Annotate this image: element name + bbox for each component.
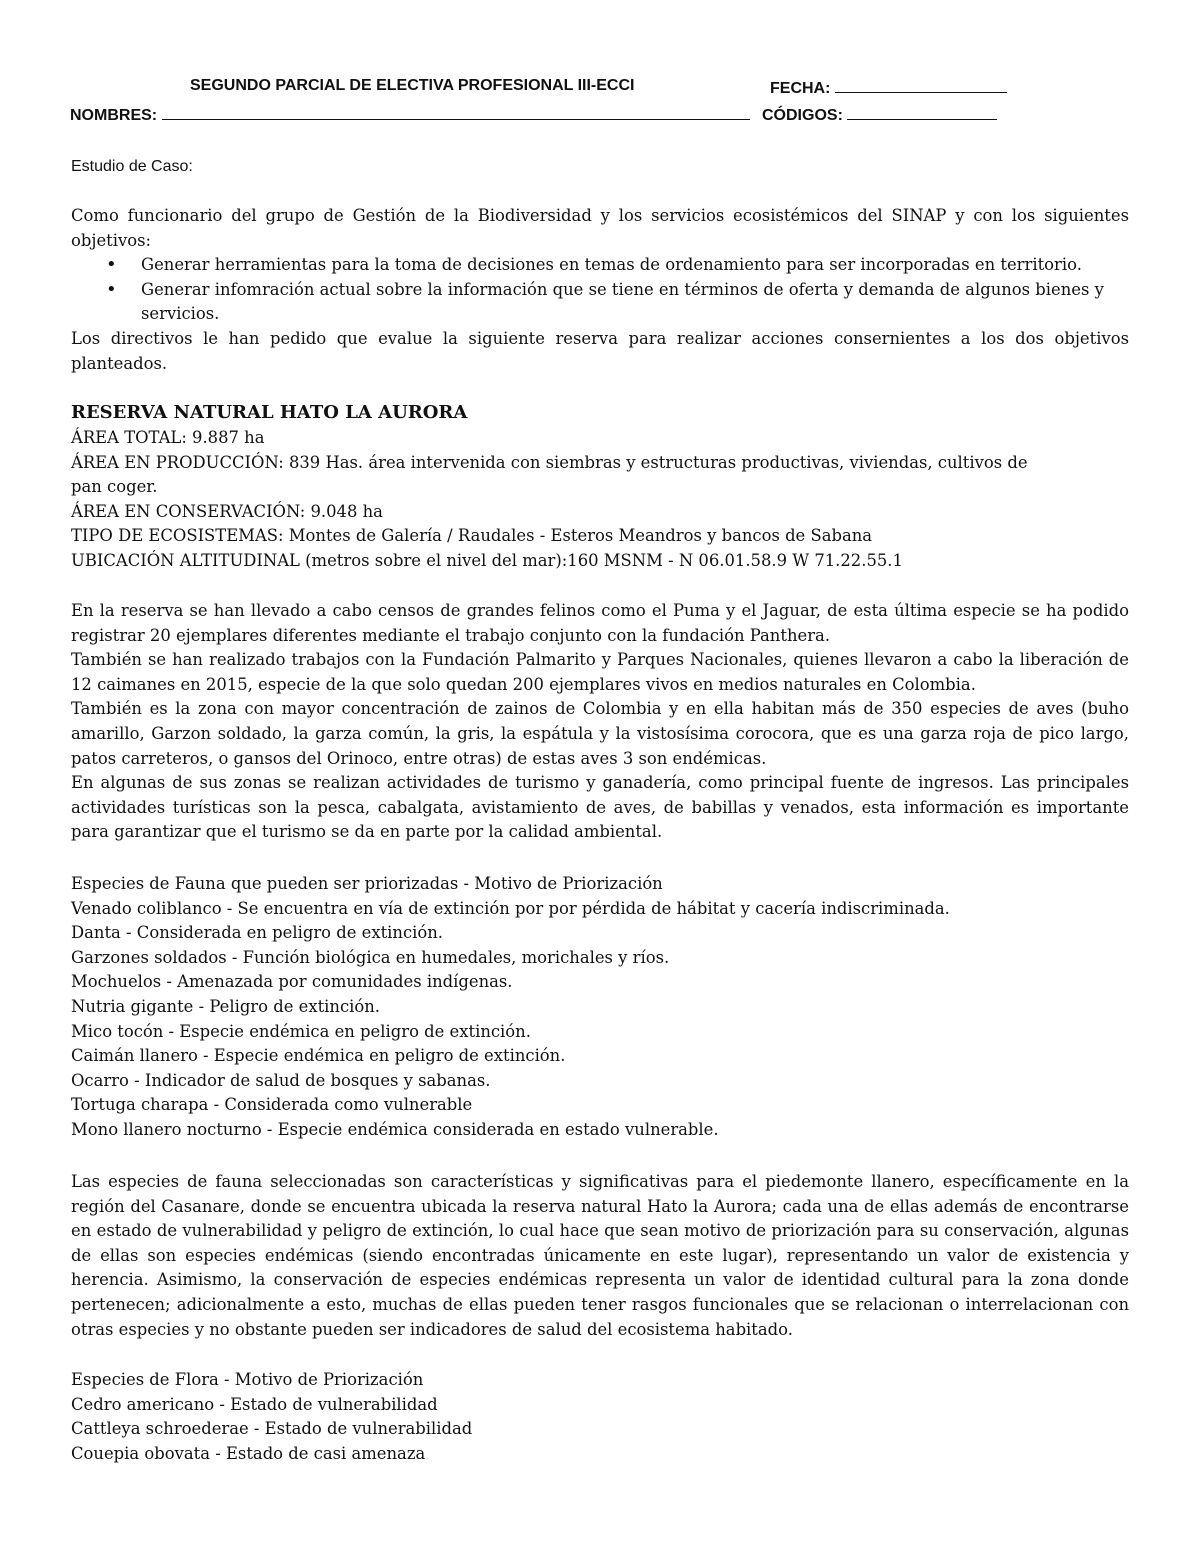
fauna-item: Nutria gigante - Peligro de extinción. — [71, 996, 381, 1016]
flora-item: Cattleya schroederae - Estado de vulnerabilidad — [71, 1419, 473, 1439]
flora-header: Especies de Flora - Motivo de Priorización — [71, 1370, 424, 1389]
fauna-item: Caimán llanero - Especie endémica en peligro de extinción. — [71, 1046, 566, 1066]
reserve-fact: pan coger. — [71, 477, 158, 497]
flora-list — [71, 1368, 1129, 1466]
objectives-list — [71, 253, 1129, 327]
names-blank — [162, 103, 750, 120]
reserve-fact: ÁREA EN PRODUCCIÓN: 839 Has. área intervenida con siembras y estructuras productivas, viviendas, cultivos de — [71, 452, 1028, 472]
fauna-list — [71, 872, 1129, 1143]
description-paragraph: También se han realizado trabajos con la Fundación Palmarito y Parques Nacionales, quienes llevaron a cabo la liberación de 12 caimanes en 2015, especie de la que solo quedan 200 ejemplares vivos en medios naturales en Colombia. — [71, 650, 1129, 694]
codes-field — [762, 103, 997, 126]
reserve-title: RESERVA NATURAL HATO LA AURORA — [71, 402, 468, 423]
description-paragraphs — [71, 599, 1129, 845]
bullet-icon: • — [106, 278, 117, 300]
date-blank — [835, 76, 1007, 93]
fauna-item: Danta - Considerada en peligro de extinción. — [71, 923, 444, 943]
reserve-fact: ÁREA EN CONSERVACIÓN: 9.048 ha — [71, 501, 383, 521]
description-paragraph: También es la zona con mayor concentración de zainos de Colombia y en ella habitan más de 350 especies de aves (buho amarillo, Garzon soldado, la garza común, la gris, la espátula y la vistosísima corocora, que es una garza roja de pico largo, patos carreteros, o gansos del Orinoco, entre otras) de estas aves 3 son endémicas. — [71, 699, 1129, 768]
date-field — [770, 76, 1007, 99]
objective-text: Generar infomración actual sobre la información que se tiene en términos de oferta y demanda de algunos bienes y servicios. — [141, 279, 1104, 324]
fauna-item: Tortuga charapa - Considerada como vulnerable — [71, 1095, 473, 1115]
description-paragraph: En algunas de sus zonas se realizan actividades de turismo y ganadería, como principal fuente de ingresos. Las principales actividades turísticas son la pesca, cabalgata, avistamiento de aves, de babillas y venados, esta información es importante para garantizar que el turismo se da en parte por la calidad ambiental. — [71, 773, 1129, 842]
flora-item: Couepia obovata - Estado de casi amenaza — [71, 1443, 426, 1463]
exam-title: SEGUNDO PARCIAL DE ELECTIVA PROFESIONAL III-ECCI — [190, 77, 635, 94]
codes-blank — [847, 103, 997, 120]
fauna-item: Garzones soldados - Función biológica en humedales, morichales y ríos. — [71, 947, 670, 967]
date-label: FECHA: — [770, 80, 831, 97]
fauna-item: Mono llanero nocturno - Especie endémica considerada en estado vulnerable. — [71, 1119, 719, 1139]
request-paragraph: Los directivos le han pedido que evalue la siguiente reserva para realizar acciones consernientes a los dos objetivos planteados. — [71, 329, 1129, 373]
fauna-item: Ocarro - Indicador de salud de bosques y sabanas. — [71, 1070, 491, 1090]
objective-item — [71, 278, 1129, 327]
reserve-facts — [71, 426, 1129, 574]
reserve-fact: UBICACIÓN ALTITUDINAL (metros sobre el nivel del mar):160 MSNM - N 06.01.58.9 W 71.22.55.1 — [71, 550, 903, 570]
objective-text: Generar herramientas para la toma de decisiones en temas de ordenamiento para ser incorporadas en territorio. — [141, 255, 1082, 274]
reserve-fact: ÁREA TOTAL: 9.887 ha — [71, 428, 265, 447]
reserve-fact: TIPO DE ECOSISTEMAS: Montes de Galería / Raudales - Esteros Meandros y bancos de Sabana — [71, 526, 873, 546]
bullet-icon: • — [106, 254, 117, 275]
names-label: NOMBRES: — [70, 107, 158, 124]
analysis-paragraph: Las especies de fauna seleccionadas son características y significativas para el piedemonte llanero, específicamente en la región del Casanare, donde se encuentra ubicada la reserva natural Hato la Aurora; cada una de ellas además de encontrarse en estado de vulnerabilidad y peligro de extinción, lo cual hace que sean motivo de priorización para su conservación, algunas de ellas son especies endémicas (siendo encontradas únicamente en este lugar), representando un valor de existencia y herencia. Asimismo, la conservación de especies endémicas representa un valor de identidad cultural para la zona donde pertenecen; adicionalmente a esto, muchas de ellas pueden tener rasgos funcionales que se relacionan o interrelacionan con otras especies y no obstante pueden ser indicadores de salud del ecosistema habitado. — [71, 1172, 1129, 1339]
objective-item — [71, 253, 1129, 278]
intro-paragraph: Como funcionario del grupo de Gestión de la Biodiversidad y los servicios ecosistémicos del SINAP y con los siguientes objetivos: — [71, 206, 1129, 250]
fauna-item: Mochuelos - Amenazada por comunidades indígenas. — [71, 972, 513, 992]
names-field — [70, 103, 750, 126]
description-paragraph: En la reserva se han llevado a cabo censos de grandes felinos como el Puma y el Jaguar, de esta última especie se ha podido registrar 20 ejemplares diferentes mediante el trabajo conjunto con la fundación Panthera. — [71, 601, 1129, 645]
flora-item: Cedro americano - Estado de vulnerabilidad — [71, 1394, 438, 1414]
codes-label: CÓDIGOS: — [762, 107, 843, 124]
fauna-header: Especies de Fauna que pueden ser priorizadas - Motivo de Priorización — [71, 874, 663, 893]
case-heading: Estudio de Caso: — [71, 158, 193, 175]
fauna-item: Mico tocón - Especie endémica en peligro de extinción. — [71, 1021, 531, 1041]
fauna-item: Venado coliblanco - Se encuentra en vía de extinción por por pérdida de hábitat y cacería indiscriminada. — [71, 898, 950, 918]
